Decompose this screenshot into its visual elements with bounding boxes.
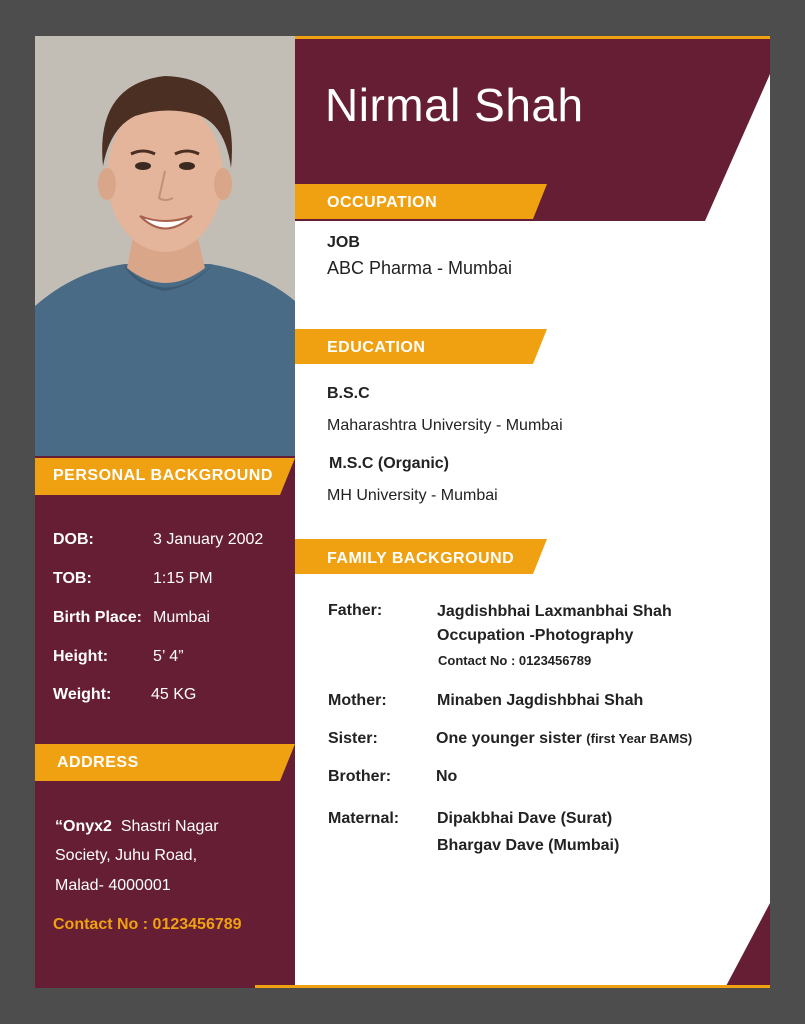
height-value: 5’ 4”	[153, 648, 184, 665]
dob-value: 3 January 2002	[153, 531, 264, 548]
brother-value: No	[436, 768, 458, 785]
address-line-1	[55, 818, 219, 836]
address-line-3: Malad- 4000001	[55, 877, 171, 894]
education-heading: EDUCATION	[327, 339, 426, 356]
sister-value	[436, 730, 692, 748]
school-2: MH University - Mumbai	[327, 487, 498, 504]
profile-photo	[35, 36, 295, 456]
father-occupation: Occupation -Photography	[437, 627, 634, 644]
sister-label: Sister:	[328, 730, 378, 747]
person-photo-icon	[35, 36, 295, 456]
degree-1: B.S.C	[327, 385, 370, 402]
weight-value: 45 KG	[151, 686, 197, 703]
job-value: ABC Pharma - Mumbai	[327, 258, 513, 278]
address-line-2: Society, Juhu Road,	[55, 847, 198, 864]
job-label: JOB	[327, 234, 360, 251]
sister-text: One younger sister	[436, 730, 582, 747]
address-building: “Onyx2	[55, 818, 112, 835]
father-contact: Contact No : 0123456789	[438, 653, 592, 668]
address-heading: ADDRESS	[57, 754, 139, 771]
weight-label: Weight:	[53, 686, 112, 703]
father-name: Jagdishbhai Laxmanbhai Shah	[437, 603, 672, 620]
father-label: Father:	[328, 602, 383, 619]
birth-place-label: Birth Place:	[53, 609, 142, 626]
mother-label: Mother:	[328, 692, 387, 709]
address-street: Shastri Nagar	[120, 818, 219, 835]
maternal-2: Bhargav Dave (Mumbai)	[437, 837, 620, 854]
school-1: Maharashtra University - Mumbai	[327, 417, 563, 434]
maternal-1: Dipakbhai Dave (Surat)	[437, 810, 613, 827]
birth-place-value: Mumbai	[153, 609, 210, 626]
person-name: Nirmal Shah	[325, 79, 584, 131]
bottom-accent-line	[255, 985, 770, 988]
sister-note: (first Year BAMS)	[586, 731, 693, 746]
mother-value: Minaben Jagdishbhai Shah	[437, 692, 644, 709]
dob-label: DOB:	[53, 531, 94, 548]
corner-slant	[725, 903, 770, 988]
maternal-label: Maternal:	[328, 810, 400, 827]
degree-2: M.S.C (Organic)	[329, 455, 450, 472]
family-heading: FAMILY BACKGROUND	[327, 550, 515, 567]
height-label: Height:	[53, 648, 109, 665]
address-contact: Contact No : 0123456789	[53, 916, 242, 933]
tob-label: TOB:	[53, 570, 92, 587]
left-panel-slant	[255, 896, 315, 988]
biodata-page	[35, 36, 770, 988]
tob-value: 1:15 PM	[153, 570, 213, 587]
brother-label: Brother:	[328, 768, 392, 785]
occupation-heading: OCCUPATION	[327, 194, 438, 211]
personal-heading: PERSONAL BACKGROUND	[53, 467, 273, 484]
